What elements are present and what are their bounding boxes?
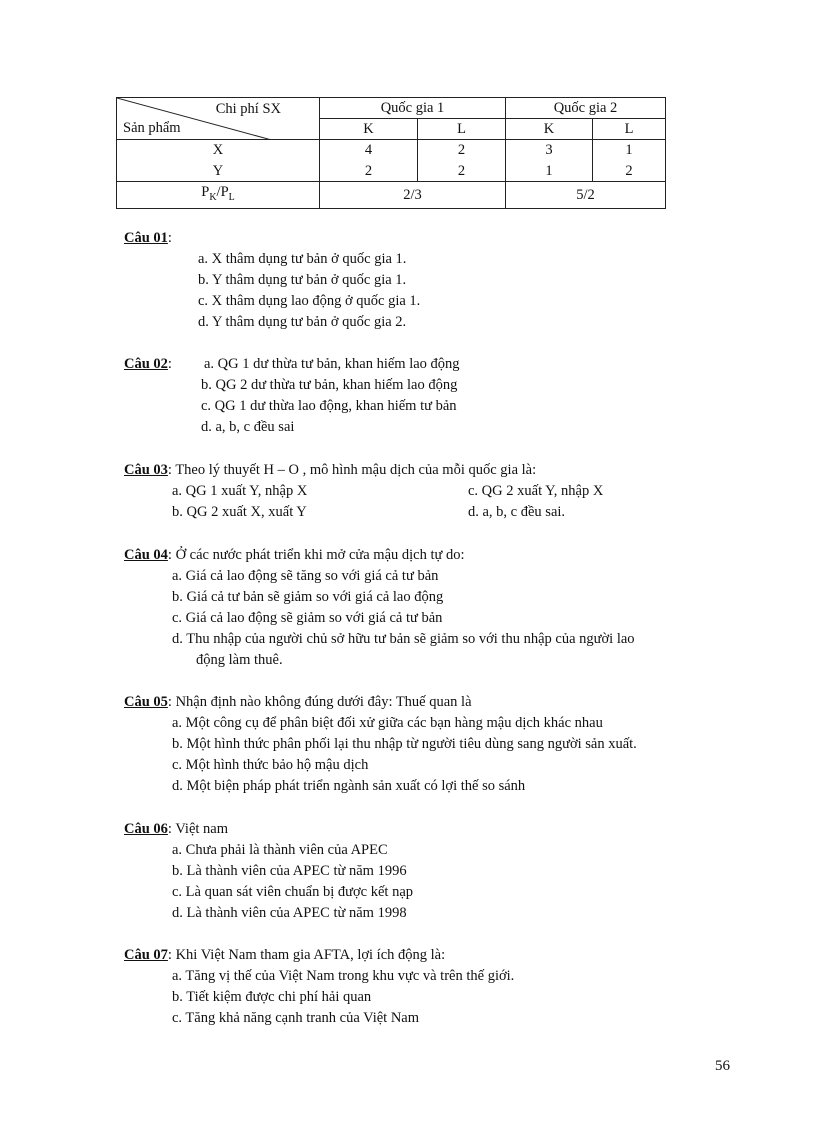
option: a. Tăng vị thế của Việt Nam trong khu vực và trên thế giới. (172, 968, 515, 984)
value-cell: 4 (320, 140, 418, 161)
option: a. QG 1 dư thừa tư bản, khan hiếm lao động (204, 356, 460, 372)
option: c. Là quan sát viên chuẩn bị được kết nạp (172, 884, 413, 900)
c2-l-header: L (593, 119, 666, 140)
value-cell: 2 (320, 161, 418, 182)
table-row (117, 161, 666, 182)
country2-header: Quốc gia 2 (506, 98, 666, 119)
option: b. Y thâm dụng tư bản ở quốc gia 1. (198, 272, 407, 288)
option: d. Là thành viên của APEC từ năm 1998 (172, 905, 407, 921)
question-5: Câu 05: Nhận định nào không đúng dưới đây: Thuế quan là (124, 694, 472, 710)
question-6: Câu 06: Việt nam (124, 821, 228, 837)
question-label: Câu 05 (124, 694, 168, 710)
ratio-label: $P_K/P_L$ (117, 182, 320, 209)
question-label: Câu 07 (124, 947, 168, 963)
question-label: Câu 01 (124, 230, 168, 246)
question-label: Câu 03 (124, 462, 168, 478)
question-3: Câu 03: Theo lý thuyết H – O , mô hình mậu dịch của mỗi quốc gia là: (124, 462, 537, 478)
option: b. Là thành viên của APEC từ năm 1996 (172, 863, 407, 879)
question-4: Câu 04: Ở các nước phát triển khi mở cửa mậu dịch tự do: (124, 547, 465, 563)
option: b. QG 2 xuất X, xuất Y (172, 504, 307, 520)
option: d. a, b, c đều sai (201, 419, 295, 435)
option: a. Giá cả lao động sẽ tăng so với giá cả tư bản (172, 568, 439, 584)
option: d. a, b, c đều sai. (468, 504, 566, 520)
page-number: 56 (715, 1058, 730, 1074)
value-cell: 2 (418, 140, 506, 161)
option: b. Giá cả tư bản sẽ giảm so với giá cả lao động (172, 589, 444, 605)
question-7: Câu 07: Khi Việt Nam tham gia AFTA, lợi ích động là: (124, 947, 446, 963)
corner-top-label: Chi phí SX (215, 101, 281, 117)
value-cell: 3 (506, 140, 593, 161)
option: c. QG 1 dư thừa lao động, khan hiếm tư bản (201, 398, 457, 414)
option: c. Tăng khả năng cạnh tranh của Việt Nam (172, 1010, 420, 1026)
country1-header: Quốc gia 1 (320, 98, 506, 119)
value-cell: 2 (418, 161, 506, 182)
corner-bottom-label: Sản phẩm (123, 120, 181, 136)
option: c. QG 2 xuất Y, nhập X (468, 483, 604, 499)
option: a. Một công cụ để phân biệt đối xử giữa các bạn hàng mậu dịch khác nhau (172, 715, 603, 731)
option: c. Một hình thức bảo hộ mậu dịch (172, 757, 369, 773)
value-cell: 1 (506, 161, 593, 182)
value-cell: 1 (593, 140, 666, 161)
option: a. QG 1 xuất Y, nhập X (172, 483, 308, 499)
ratio-c1: 2/3 (320, 182, 506, 209)
cost-table (116, 97, 666, 209)
option: a. X thâm dụng tư bản ở quốc gia 1. (198, 251, 407, 267)
c1-l-header: L (418, 119, 506, 140)
option: d. Y thâm dụng tư bản ở quốc gia 2. (198, 314, 407, 330)
table-row (117, 140, 666, 161)
option: c. Giá cả lao động sẽ giảm so với giá cả tư bản (172, 610, 443, 626)
option-continuation: động làm thuê. (196, 652, 283, 668)
question-2: Câu 02: (124, 356, 172, 372)
value-cell: 2 (593, 161, 666, 182)
option: b. Tiết kiệm được chi phí hải quan (172, 989, 372, 1005)
ratio-c2: 5/2 (506, 182, 666, 209)
question-1: Câu 01: (124, 230, 172, 246)
option: b. QG 2 dư thừa tư bản, khan hiếm lao động (201, 377, 458, 393)
c2-k-header: K (506, 119, 593, 140)
table-row (117, 182, 666, 209)
option: d. Một biện pháp phát triển ngành sản xuất có lợi thế so sánh (172, 778, 526, 794)
option: c. X thâm dụng lao động ở quốc gia 1. (198, 293, 421, 309)
question-label: Câu 02 (124, 356, 168, 372)
option: b. Một hình thức phân phối lại thu nhập từ người tiêu dùng sang người sản xuất. (172, 736, 637, 752)
c1-k-header: K (320, 119, 418, 140)
table-corner-cell (117, 98, 320, 140)
product-cell: Y (117, 161, 320, 182)
question-label: Câu 04 (124, 547, 168, 563)
product-cell: X (117, 140, 320, 161)
option: d. Thu nhập của người chủ sở hữu tư bản sẽ giảm so với thu nhập của người lao (172, 631, 635, 647)
option: a. Chưa phải là thành viên của APEC (172, 842, 388, 858)
question-label: Câu 06 (124, 821, 168, 837)
